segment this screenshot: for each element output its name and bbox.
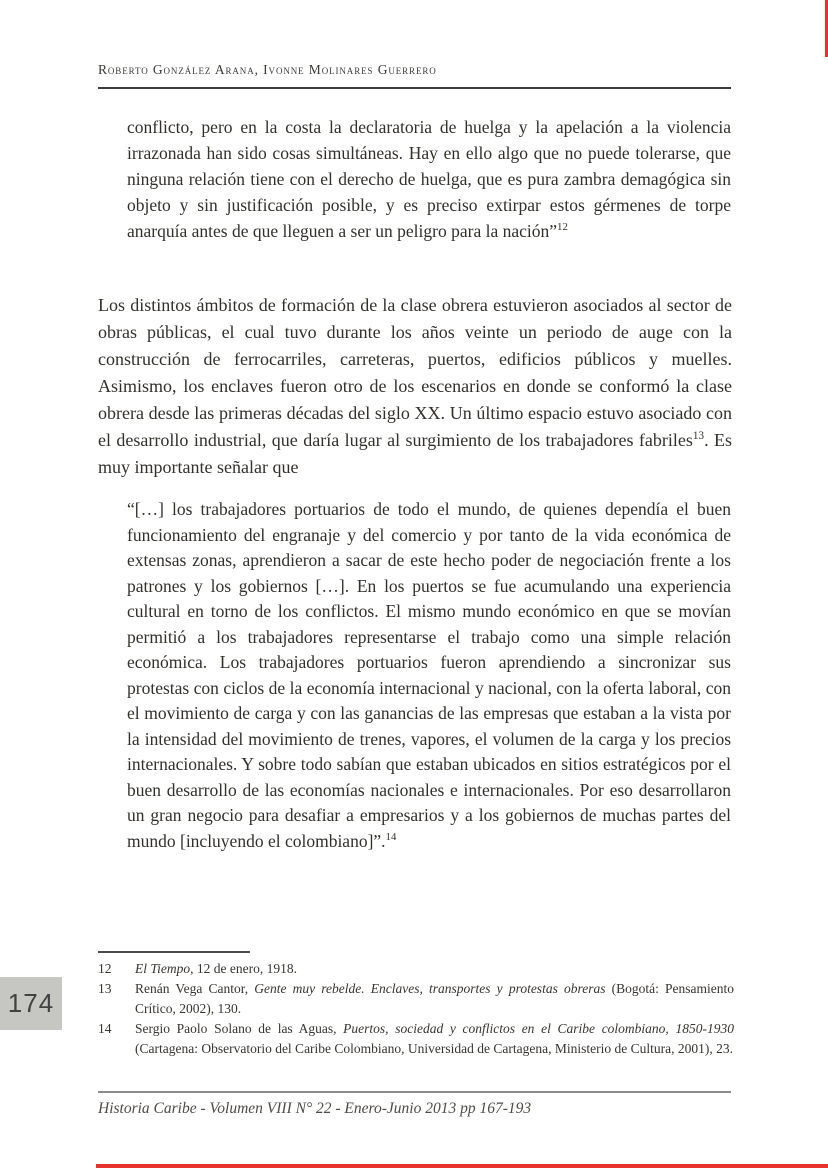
footnote-13-source-title: Gente muy rebelde. Enclaves, transportes y protestas obreras — [254, 981, 606, 996]
footer-rule — [98, 1091, 731, 1093]
page-number-tab — [0, 977, 62, 1030]
footnote-13-number: 13 — [98, 981, 112, 996]
footnote-14-number: 14 — [98, 1021, 112, 1036]
footnote-12-source-title: El Tiempo — [135, 961, 191, 976]
footnote-13-text: Renán Vega Cantor, Gente muy rebelde. Enclaves, transportes y protestas obreras (Bogotá: Pensamiento Crítico, 2002), 130. — [135, 981, 734, 1016]
journal-footer: Historia Caribe - Volumen VIII N° 22 - Enero-Junio 2013 pp 167-193 — [98, 1100, 532, 1117]
page-number: 174 — [7, 988, 55, 1018]
footnote-ref-12: 12 — [557, 221, 568, 234]
block-quote-1-text: conflicto, pero en la costa la declaratoria de huelga y la apelación a la violencia irrazonada han sido cosas simultáneas. Hay en ello algo que no puede tolerarse, que ninguna relación tiene con el derecho de huelga, que es pura zambra demagógica sin objeto y sin justificación posible, y es preciso extirpar estos gérmenes de torpe anarquía antes de que lleguen a ser un peligro para la nación” — [127, 117, 731, 241]
body-paragraph — [98, 292, 732, 481]
footnote-14-text: Sergio Paolo Solano de las Aguas, Puertos, sociedad y conflictos en el Caribe colombiano, 1850-1930 (Cartagena: Observatorio del Caribe Colombiano, Universidad de Cartagena, Ministerio de Cultura, 2001), 23. — [135, 1021, 734, 1056]
block-quote-2 — [127, 497, 731, 933]
footnote-ref-14: 14 — [385, 830, 397, 843]
footnote-separator-rule — [98, 951, 250, 953]
footnote-13 — [98, 979, 734, 1019]
block-quote-1 — [127, 114, 731, 274]
body-paragraph-text-after: . Es muy importante señalar que — [98, 430, 733, 477]
page-edge-mark-bottom — [96, 1164, 828, 1168]
block-quote-2-text: “[…] los trabajadores portuarios de todo el mundo, de quienes dependía el buen funcionamiento del engranaje y del comercio y por tanto de la vida económica de extensas zonas, aprendieron a sacar de este hecho poder de negociación frente a los patrones y los gobiernos […]. En los puertos se fue acumulando una experiencia cultural en torno de los conflictos. El mismo mundo económico en que se movían permitió a los trabajadores representarse el trabajo como una simple relación económica. Los trabajadores portuarios fueron aprendiendo a sincronizar sus protestas con ciclos de la economía internacional y nacional, con la oferta laboral, con el movimiento de carga y con las ganancias de las empresas que estaban a la vista por la intensidad del movimiento de trenes, vapores, el volumen de la carga y los precios internacionales. Y sobre todo sabían que estaban ubicados en sitios estratégicos por el buen desarrollo de las economías nacionales e internacionales. Por eso desarrollaron un gran negocio para desafiar a empresarios y a los gobiernos de muchas partes del mundo [incluyendo el colombiano]”. — [127, 499, 731, 851]
footnote-12-number: 12 — [98, 961, 112, 976]
footnote-12-text: El Tiempo, 12 de enero, 1918. — [135, 961, 297, 976]
footnote-ref-13: 13 — [692, 430, 705, 442]
footnote-14-source-title: Puertos, sociedad y conflictos en el Caribe colombiano, 1850-1930 — [343, 1021, 734, 1036]
running-header-authors: Roberto González Arana, Ivonne Molinares Guerrero — [98, 62, 437, 77]
footnote-14 — [98, 1019, 734, 1059]
header-rule — [98, 87, 731, 89]
footnote-12 — [98, 959, 734, 979]
footnotes-section — [98, 959, 734, 1059]
body-paragraph-text: Los distintos ámbitos de formación de la clase obrera estuvieron asociados al sector de obras públicas, el cual tuvo durante los años veinte un periodo de auge con la construcción de ferrocarriles, carreteras, puertos, edificios públicos y muelles. Asimismo, los enclaves fueron otro de los escenarios en donde se conformó la clase obrera desde las primeras décadas del siglo XX. Un último espacio estuvo asociado con el desarrollo industrial, que daría lugar al surgimiento de los trabajadores fabriles — [98, 295, 732, 450]
